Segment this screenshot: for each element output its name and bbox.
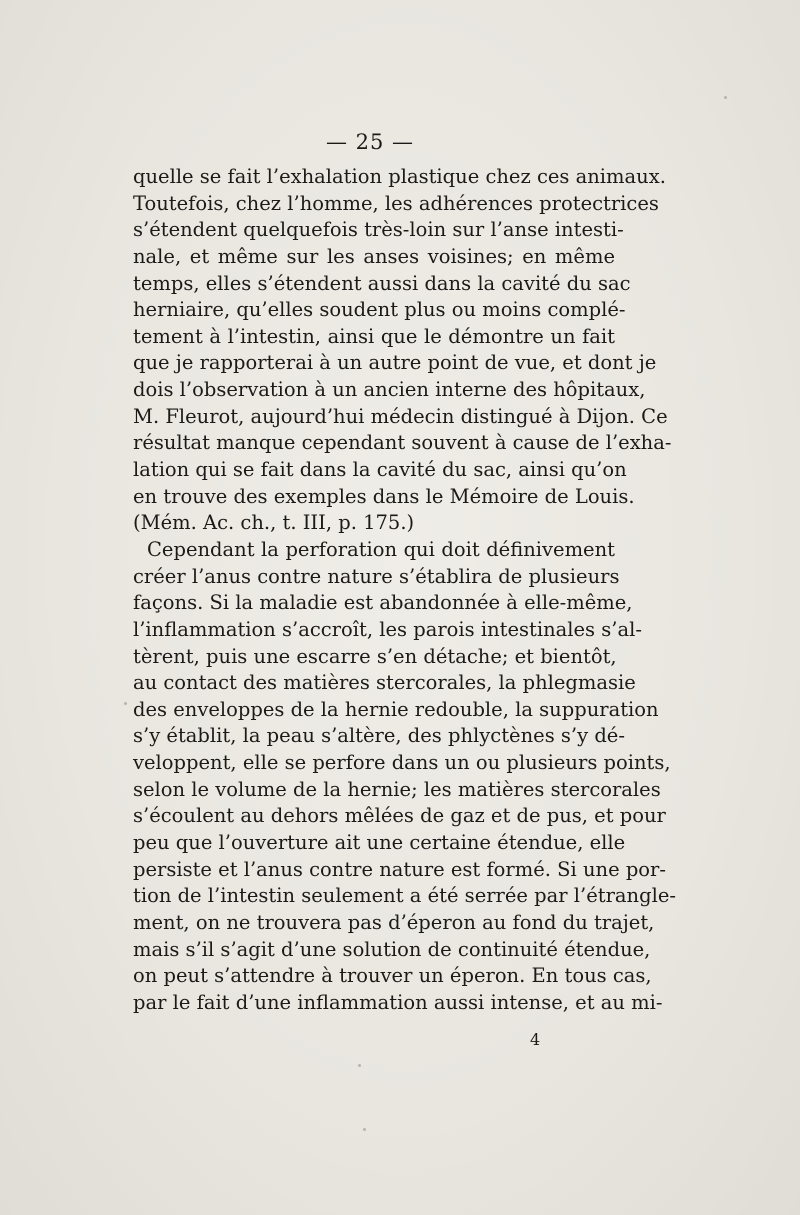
text-line: quelle se fait l’exhalation plastique chez ces animaux. — [133, 165, 666, 188]
text-line: Toutefois, chez l’homme, les adhérences protectrices — [133, 191, 659, 215]
paper-speck — [124, 702, 127, 705]
text-line: mais s’il s’agit d’une solution de continuité étendue, — [133, 937, 651, 961]
text-line: lation qui se fait dans la cavité du sac, ainsi qu’on — [133, 458, 627, 482]
paper-speck — [363, 1128, 366, 1131]
text-line: dois l’observation à un ancien interne des hôpitaux, — [133, 378, 646, 402]
text-line: au contact des matières stercorales, la phlegmasie — [133, 671, 636, 695]
text-line: tement à l’intestin, ainsi que le démontre un fait — [133, 324, 615, 348]
text-line: que je rapporterai à un autre point de vue, et dont je — [133, 351, 657, 375]
text-line: par le fait d’une inflammation aussi intense, et au mi- — [133, 990, 663, 1014]
text-line: l’inflammation s’accroît, les parois intestinales s’al- — [133, 617, 642, 641]
text-line: on peut s’attendre à trouver un éperon. En tous cas, — [133, 964, 652, 988]
paragraph-start-line: Cependant la perforation qui doit définivement — [147, 537, 615, 561]
text-line: nale, et même sur les anses voisines; en même — [133, 244, 615, 268]
text-line: veloppent, elle se perfore dans un ou plusieurs points, — [133, 751, 671, 775]
text-line: tèrent, puis une escarre s’en détache; et bientôt, — [133, 644, 617, 668]
text-line: créer l’anus contre nature s’établira de plusieurs — [133, 564, 620, 588]
text-line: des enveloppes de la hernie redouble, la suppuration — [133, 697, 659, 721]
text-line: temps, elles s’étendent aussi dans la cavité du sac — [133, 271, 631, 295]
text-line: façons. Si la maladie est abandonnée à elle-même, — [133, 591, 633, 615]
text-line: M. Fleurot, aujourd’hui médecin distingué à Dijon. Ce — [133, 404, 668, 428]
text-line: selon le volume de la hernie; les matières stercorales — [133, 777, 661, 801]
citation-line: (Mém. Ac. ch., t. III, p. 175.) — [133, 511, 415, 535]
text-line: s’étendent quelquefois très-loin sur l’anse intesti- — [133, 218, 624, 242]
text-line: en trouve des exemples dans le Mémoire de Louis. — [133, 484, 635, 508]
text-line: peu que l’ouverture ait une certaine étendue, elle — [133, 831, 626, 855]
body-text — [133, 164, 676, 1017]
text-line: tion de l’intestin seulement a été serrée par l’étrangle- — [133, 884, 676, 908]
text-line: s’y établit, la peau s’altère, des phlyctènes s’y dé- — [133, 724, 625, 748]
text-line: herniaire, qu’elles soudent plus ou moins complé- — [133, 298, 626, 322]
text-line: ment, on ne trouvera pas d’éperon au fond du trajet, — [133, 910, 655, 934]
paper-speck — [358, 1064, 361, 1067]
text-line: résultat manque cependant souvent à cause de l’exha- — [133, 431, 672, 455]
page-number: — 25 — — [325, 130, 415, 154]
text-line: persiste et l’anus contre nature est formé. Si une por- — [133, 857, 666, 881]
signature-mark: 4 — [530, 1030, 541, 1049]
text-line: s’écoulent au dehors mêlées de gaz et de pus, et pour — [133, 804, 666, 828]
paper-speck — [724, 96, 727, 99]
